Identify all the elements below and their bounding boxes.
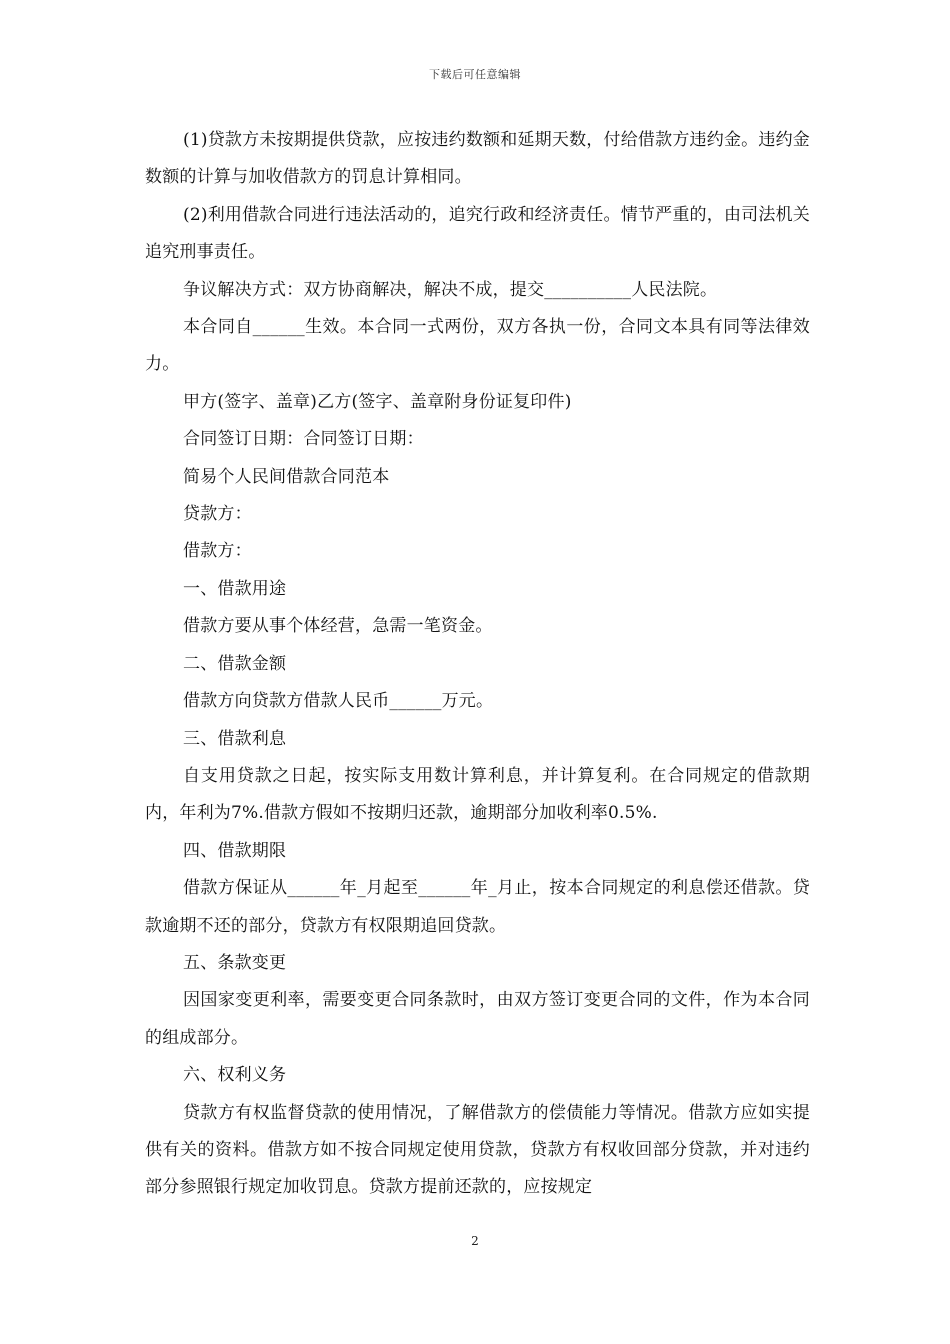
paragraph-borrower: 借款方： xyxy=(183,541,252,562)
heading-loan-amount: 二、借款金额 xyxy=(183,653,287,674)
paragraph-loan-term: 借款方保证从______年_月起至______年_月止，按本合同规定的利息偿还借款。贷款逾期不还的部分，贷款方有权限期追回贷款。 xyxy=(145,878,810,936)
section-title-contract: 简易个人民间借款合同范本 xyxy=(183,466,390,487)
paragraph-signing-date: 合同签订日期：合同签订日期： xyxy=(183,429,424,450)
heading-loan-purpose: 一、借款用途 xyxy=(183,578,287,599)
paragraph-clause-change: 因国家变更利率，需要变更合同条款时，由双方签订变更合同的文件，作为本合同的组成部分。 xyxy=(145,990,810,1048)
paragraph-penalty-lender: (1)贷款方未按期提供贷款，应按违约数额和延期天数，付给借款方违约金。违约金数额的计算与加收借款方的罚息计算相同。 xyxy=(145,130,810,188)
page-number: 2 xyxy=(471,1234,479,1248)
heading-rights-obligations: 六、权利义务 xyxy=(183,1065,287,1086)
paragraph-loan-amount: 借款方向贷款方借款人民币______万元。 xyxy=(183,691,494,712)
paragraph-rights-obligations: 贷款方有权监督贷款的使用情况，了解借款方的偿债能力等情况。借款方应如实提供有关的资料。借款方如不按合同规定使用贷款，贷款方有权收回部分贷款，并对违约部分参照银行规定加收罚息。贷款方提前还款的，应按规定 xyxy=(145,1102,810,1198)
paragraph-loan-purpose: 借款方要从事个体经营，急需一笔资金。 xyxy=(183,616,493,637)
heading-loan-interest: 三、借款利息 xyxy=(183,728,287,749)
heading-clause-change: 五、条款变更 xyxy=(183,952,287,973)
page-header: 下载后可任意编辑 xyxy=(429,68,521,81)
paragraph-signatures: 甲方(签字、盖章)乙方(签字、盖章附身份证复印件) xyxy=(183,391,572,412)
paragraph-lender: 贷款方： xyxy=(183,504,252,525)
paragraph-illegal-activity: (2)利用借款合同进行违法活动的，追究行政和经济责任。情节严重的，由司法机关追究刑事责任。 xyxy=(145,204,810,263)
heading-loan-term: 四、借款期限 xyxy=(183,840,287,861)
paragraph-effective-date: 本合同自______生效。本合同一式两份，双方各执一份，合同文本具有同等法律效力。 xyxy=(145,317,810,375)
paragraph-loan-interest: 自支用贷款之日起，按实际支用数计算利息，并计算复利。在合同规定的借款期内，年利为7%.借款方假如不按期归还款，逾期部分加收利率0.5%. xyxy=(145,765,810,824)
paragraph-dispute-resolution: 争议解决方式：双方协商解决，解决不成，提交__________人民法院。 xyxy=(183,279,718,300)
document-body xyxy=(145,122,810,1207)
